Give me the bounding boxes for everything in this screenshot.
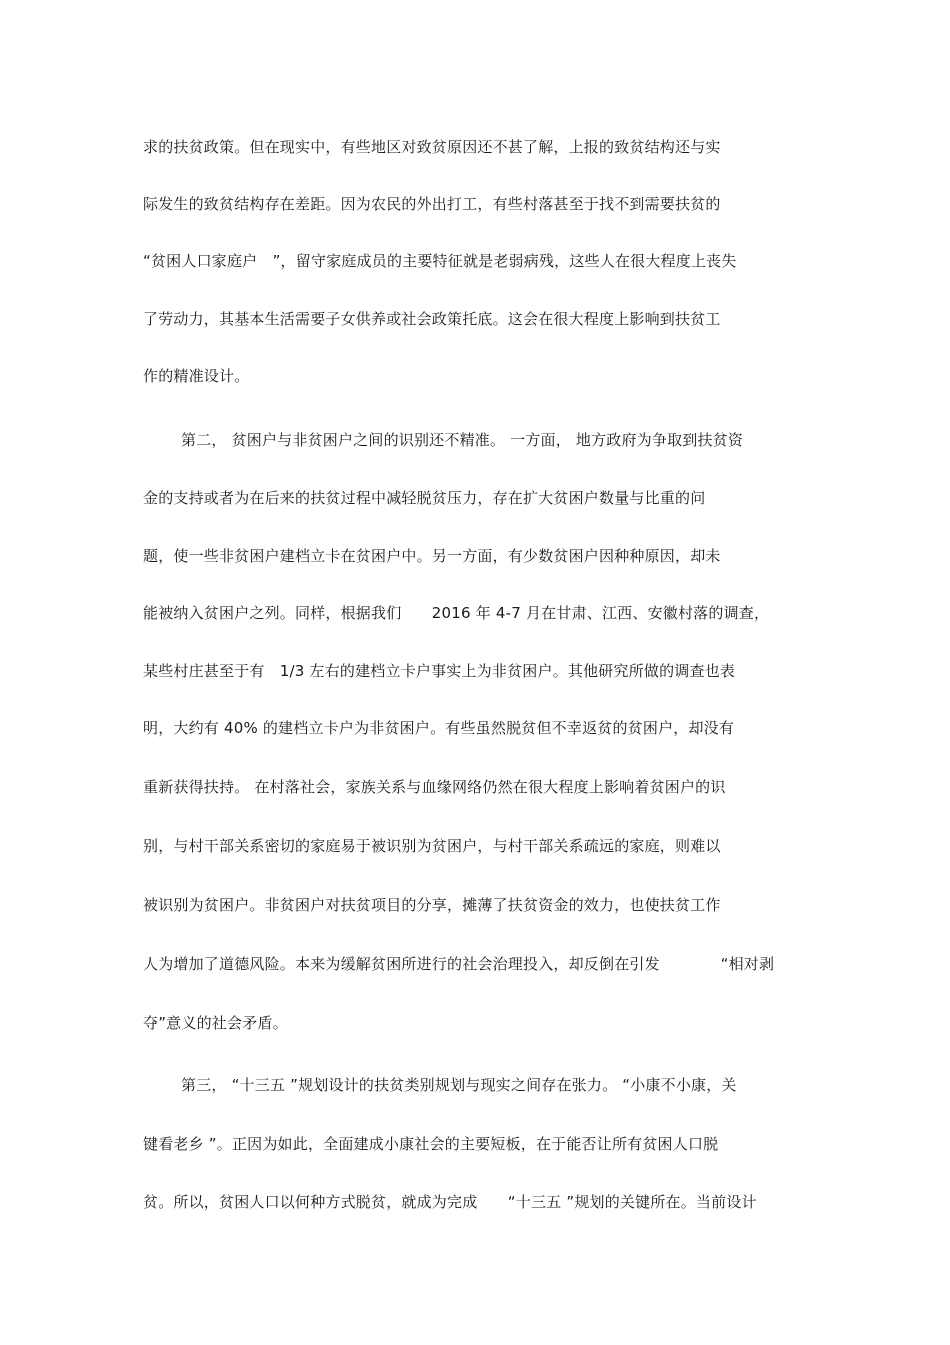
text-line: 键看老乡 ”。正因为如此，全面建成小康社会的主要短板，在于能否让所有贫困人口脱 — [143, 1135, 719, 1153]
paragraph-start-line: 第二， 贫困户与非贫困户之间的识别还不精准。 一方面， 地方政府为争取到扶贫资 — [181, 431, 744, 449]
text-line: 际发生的致贫结构存在差距。因为农民的外出打工，有些村落甚至于找不到需要扶贫的 — [143, 195, 721, 213]
text-line: 了劳动力，其基本生活需要子女供养或社会政策托底。这会在很大程度上影响到扶贫工 — [143, 310, 721, 328]
text-line: 被识别为贫困户。非贫困户对扶贫项目的分享，摊薄了扶贫资金的效力，也使扶贫工作 — [143, 896, 721, 914]
text-line: “贫困人口家庭户 ”，留守家庭成员的主要特征就是老弱病残，这些人在很大程度上丧失 — [143, 252, 737, 270]
text-line: 人为增加了道德风险。本来为缓解贫困所进行的社会治理投入，却反倒在引发 “相对剥 — [143, 955, 775, 973]
text-line: 求的扶贫政策。但在现实中，有些地区对致贫原因还不甚了解，上报的致贫结构还与实 — [143, 138, 721, 156]
text-line: 能被纳入贫困户之列。同样，根据我们 2016 年 4-7 月在甘肃、江西、安徽村落的调查， — [143, 604, 770, 622]
text-line: 某些村庄甚至于有 1/3 左右的建档立卡户事实上为非贫困户。其他研究所做的调查也表 — [143, 662, 736, 680]
text-line: 别，与村干部关系密切的家庭易于被识别为贫困户，与村干部关系疏远的家庭，则难以 — [143, 837, 721, 855]
text-line: 明，大约有 40% 的建档立卡户为非贫困户。有些虽然脱贫但不幸返贫的贫困户，却没有 — [143, 719, 735, 737]
text-line: 重新获得扶持。 在村落社会，家族关系与血缘网络仍然在很大程度上影响着贫困户的识 — [143, 778, 726, 796]
text-line: 夺”意义的社会矛盾。 — [143, 1014, 288, 1032]
text-line: 题，使一些非贫困户建档立卡在贫困户中。另一方面，有少数贫困户因种种原因，却未 — [143, 547, 721, 565]
paragraph-start-line: 第三， “十三五 ”规划设计的扶贫类别规划与现实之间存在张力。 “小康不小康，关 — [181, 1076, 737, 1094]
text-line: 金的支持或者为在后来的扶贫过程中减轻脱贫压力，存在扩大贫困户数量与比重的问 — [143, 489, 706, 507]
text-line: 贫。所以，贫困人口以何种方式脱贫，就成为完成 “十三五 ”规划的关键所在。当前设计 — [143, 1193, 757, 1211]
text-line: 作的精准设计。 — [143, 367, 250, 385]
